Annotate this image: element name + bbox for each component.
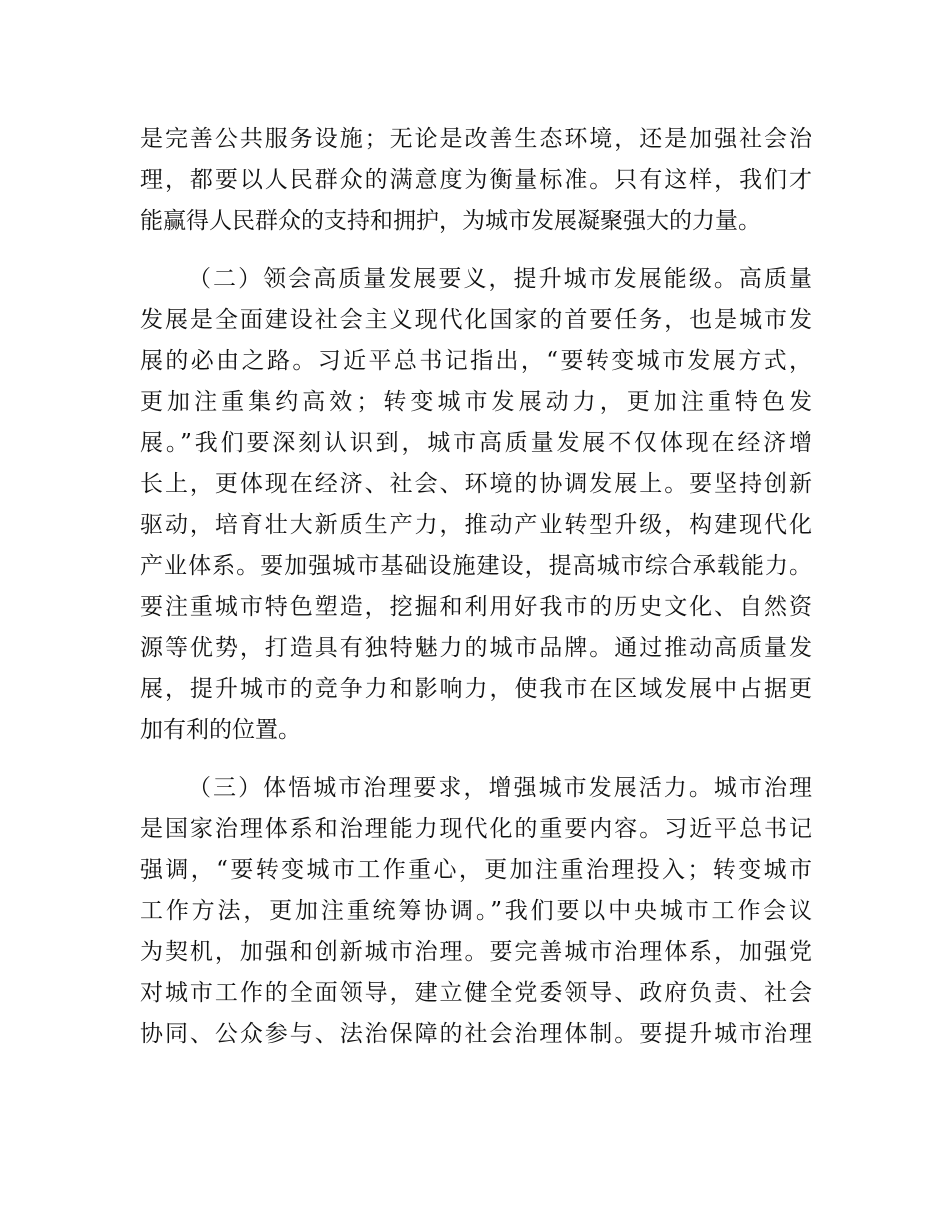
text-line: 要注重城市特色塑造，挖掘和利用好我市的历史文化、自然资 [140,594,812,620]
paragraph-3 [140,768,812,1055]
document-body [140,119,812,1055]
text-line: 为契机，加强和创新城市治理。要完善城市治理体系，加强党 [140,939,812,965]
paragraph-1 [140,119,812,242]
paragraph-2 [140,259,812,751]
text-line: 对城市工作的全面领导，建立健全党委领导、政府负责、社会 [140,980,812,1006]
text-line: 理，都要以人民群众的满意度为衡量标准。只有这样，我们才 [140,167,812,193]
text-line: 源等优势，打造具有独特魅力的城市品牌。通过推动高质量发 [140,635,812,661]
text-line: 展，提升城市的竞争力和影响力，使我市在区域发展中占据更 [140,676,812,702]
paragraph-spacing [140,751,812,768]
text-line: （三）体悟城市治理要求，增强城市发展活力。城市治理 [188,775,812,801]
text-line: 更加注重集约高效；转变城市发展动力，更加注重特色发 [140,389,812,415]
text-line: 发展是全面建设社会主义现代化国家的首要任务，也是城市发 [140,307,812,333]
text-line: 是完善公共服务设施；无论是改善生态环境，还是加强社会治 [140,126,812,152]
paragraph-spacing [140,242,812,259]
text-line: 长上，更体现在经济、社会、环境的协调发展上。要坚持创新 [140,471,812,497]
text-line: 协同、公众参与、法治保障的社会治理体制。要提升城市治理 [140,1021,812,1047]
text-line: 加有利的位置。 [140,717,301,743]
text-line: 强调，“要转变城市工作重心，更加注重治理投入；转变城市 [140,857,812,883]
text-line: （二）领会高质量发展要义，提升城市发展能级。高质量 [188,266,812,292]
text-line: 驱动，培育壮大新质生产力，推动产业转型升级，构建现代化 [140,512,812,538]
text-line: 工作方法，更加注重统筹协调。”我们要以中央城市工作会议 [140,898,812,924]
text-line: 展的必由之路。习近平总书记指出，“要转变城市发展方式， [140,348,812,374]
text-line: 能赢得人民群众的支持和拥护，为城市发展凝聚强大的力量。 [140,208,761,234]
text-line: 产业体系。要加强城市基础设施建设，提高城市综合承载能力。 [140,553,812,579]
text-line: 是国家治理体系和治理能力现代化的重要内容。习近平总书记 [140,816,812,842]
text-line: 展。”我们要深刻认识到，城市高质量发展不仅体现在经济增 [140,430,812,456]
